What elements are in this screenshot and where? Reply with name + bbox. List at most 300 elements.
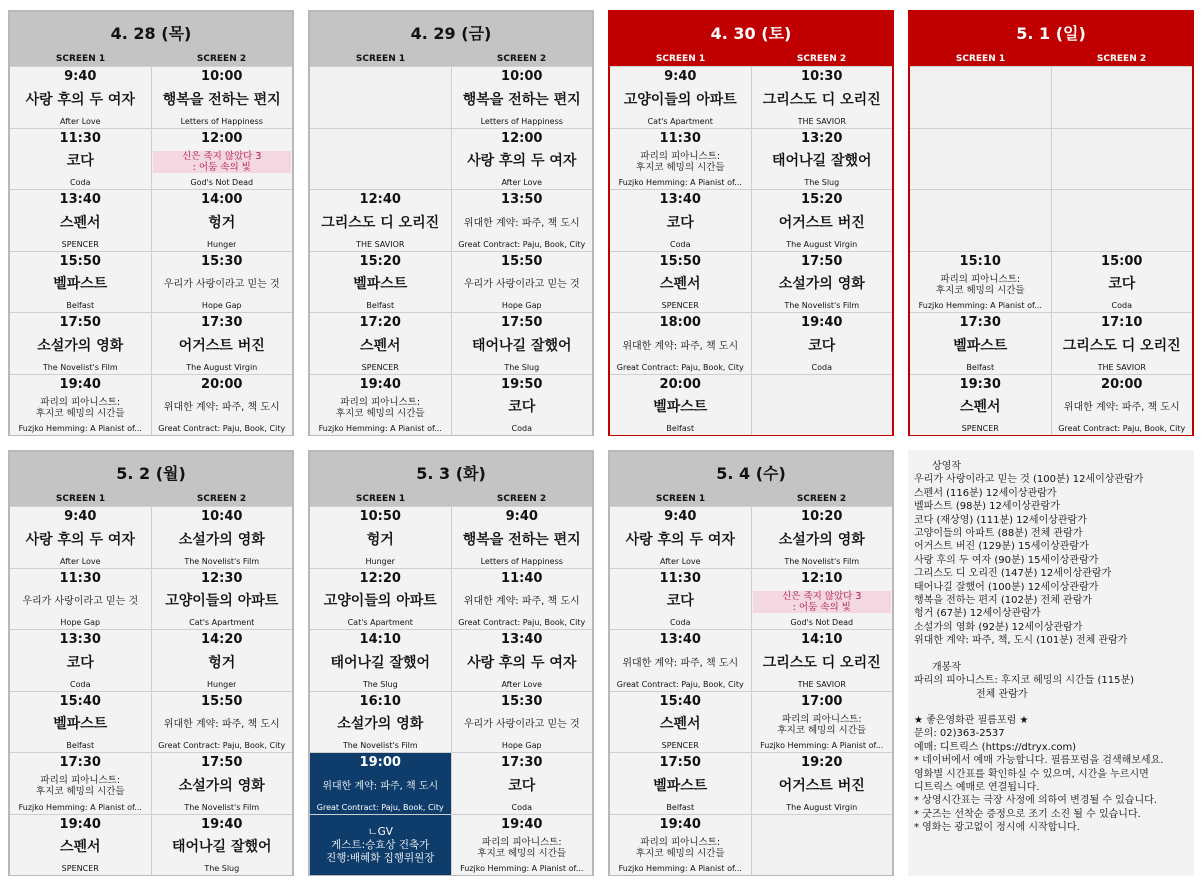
movie-title-kr: 사랑 후의 두 여자 [467,654,577,671]
screen-label-2: SCREEN 2 [1096,54,1147,64]
showtime-cell[interactable] [610,569,751,630]
movie-title-kr: 헝거 [208,214,236,231]
showtime-time[interactable]: 15:40 [659,693,701,709]
showtime-time[interactable]: 17:50 [801,253,843,269]
movie-title-en: After Love [659,556,701,566]
now-showing-item: 그리스도 디 오리진 (147분) 12세이상관람가 [914,568,1112,580]
showtime-cell[interactable] [310,507,451,568]
movie-title-kr: 헝거 [208,654,236,671]
showtime-time[interactable]: 16:10 [359,693,401,709]
showtime-cell[interactable] [152,129,293,190]
showtime-cell[interactable] [1052,375,1193,436]
notice-list [914,727,1188,834]
movie-title-kr: 벨파스트 [53,716,108,733]
screen-header [10,492,292,506]
showtime-time[interactable]: 9:40 [664,509,697,524]
day-date: 5. 3 (화) [310,452,592,492]
empty-slot [1052,67,1193,128]
showtime-time[interactable]: 11:30 [59,130,101,146]
movie-title-kr: 스펜서 [959,399,1001,416]
showtime-cell[interactable] [10,753,151,814]
showtime-time[interactable]: 9:40 [64,69,97,84]
showtime-cell[interactable] [152,753,293,814]
movie-title-en: Hunger [207,679,237,689]
empty-slot [752,815,893,876]
showtime-time[interactable]: 13:20 [801,130,843,146]
showtime-cell[interactable] [752,569,893,630]
movie-title-kr: 스펜서 [359,337,401,354]
showtime-time[interactable]: 13:50 [501,192,543,207]
empty-slot [910,67,1051,128]
showtime-cell[interactable] [152,190,293,251]
movie-title-en: The Novelist's Film [184,802,260,812]
showtime-cell[interactable] [310,375,451,436]
showtime-time[interactable]: 10:50 [359,509,401,524]
showtime-cell[interactable] [752,313,893,374]
showtime-time[interactable]: 15:30 [501,693,543,709]
movie-title-en: Fuzjko Hemming: A Pianist of... [618,178,742,187]
movie-title-kr: 행복을 전하는 편지 [162,91,281,108]
showtime-time[interactable]: 17:30 [59,755,101,770]
screen-label-1: SCREEN 1 [55,494,106,504]
movie-title-kr: 스펜서 [59,839,101,856]
movie-title-en: Belfast [66,741,95,750]
movie-title-kr: 위대한 계약: 파주, 책 도시 [463,217,580,229]
movie-title-kr: 코다 [1108,276,1136,293]
info-panel [908,450,1194,876]
showtime-grid [610,506,892,875]
showtime-time[interactable]: 12:40 [359,192,401,207]
showtime-time[interactable]: 12:00 [201,130,243,146]
showtime-time[interactable]: 17:30 [501,755,543,770]
showtime-grid [310,66,592,435]
showtime-time[interactable]: 19:40 [659,816,701,832]
showtime-time[interactable]: 13:30 [59,632,101,647]
showtime-time[interactable]: 12:20 [359,570,401,586]
showtime-cell[interactable] [310,630,451,691]
movie-title-en: The Slug [504,362,540,372]
showtime-time[interactable]: 17:50 [59,315,101,330]
movie-title-en: Great Contract: Paju, Book, City [458,618,586,627]
movie-title-kr: 고양이들의 아파트 [165,593,279,610]
showtime-time[interactable]: 13:40 [59,192,101,207]
showtime-time[interactable]: 15:40 [59,693,101,709]
movie-title-kr: 파리의 피아니스트: 후지코 헤밍의 시간들 [35,396,125,419]
movie-title-en: Hope Gap [501,741,542,750]
showtime-cell[interactable] [752,67,893,128]
movie-title-en: SPENCER [661,741,699,750]
showtime-time[interactable]: 15:10 [959,253,1001,269]
movie-title-en: Fuzjko Hemming: A Pianist of... [18,802,142,812]
movie-title-en: Cat's Apartment [189,618,255,627]
notice-line: * 굿즈는 선착순 증정으로 조기 소진 될 수 있습니다. [914,808,1141,820]
movie-title-kr: 우리가 사랑이라고 믿는 것 [22,596,139,608]
showtime-time[interactable]: 15:50 [501,253,543,269]
opening-heading: 개봉작 [932,661,961,673]
showtime-cell[interactable] [310,815,451,876]
now-showing-item: 소설가의 영화 (92분) 12세이상관람가 [914,621,1083,633]
showtime-time[interactable]: 9:40 [505,509,538,524]
showtime-time[interactable]: 18:00 [659,315,701,330]
showtime-cell[interactable] [752,753,893,814]
showtime-time[interactable]: 11:40 [501,570,543,586]
showtime-cell[interactable] [610,375,751,436]
showtime-time[interactable]: 14:10 [359,632,401,647]
showtime-time[interactable]: 17:50 [501,315,543,330]
movie-title-kr: 신은 죽지 않았다 3 : 어둠 속의 빛 [153,151,292,173]
movie-title-en: Hope Gap [201,301,242,310]
showtime-time[interactable]: 13:40 [659,192,701,207]
showtime-time[interactable]: 13:40 [659,632,701,647]
movie-title-kr: 사랑 후의 두 여자 [25,91,135,108]
movie-title-en: The Novelist's Film [784,301,860,310]
showtime-cell[interactable] [910,375,1051,436]
showtime-cell[interactable] [10,190,151,251]
showtime-cell[interactable] [610,692,751,753]
showtime-time[interactable]: 11:30 [659,570,701,586]
movie-title-en: Cat's Apartment [647,116,713,126]
showtime-cell[interactable] [452,252,593,313]
showtime-cell[interactable] [452,753,593,814]
notice-line: * 영화는 광고없이 정시에 시작합니다. [914,822,1080,834]
showtime-cell[interactable] [1052,313,1193,374]
showtime-time[interactable]: 15:20 [801,192,843,207]
showtime-cell[interactable] [452,569,593,630]
showtime-time[interactable]: 10:40 [201,509,243,524]
showtime-cell[interactable] [752,129,893,190]
showtime-time[interactable]: 10:00 [501,69,543,84]
movie-title-en: Hope Gap [501,301,542,310]
movie-title-kr: 행복을 전하는 편지 [462,91,581,108]
showtime-time[interactable]: 19:40 [59,376,101,392]
notice-line: * 상영시간표는 극장 사정에 의하여 변경될 수 있습니다. [914,795,1157,807]
showtime-time[interactable]: 17:50 [659,755,701,770]
movie-title-kr: 파리의 피아니스트: 후지코 헤밍의 시간들 [635,150,725,173]
movie-title-en: Belfast [666,424,695,433]
showtime-cell[interactable] [752,630,893,691]
movie-title-kr: 코다 [66,654,94,671]
now-showing-heading: 상영작 [932,461,961,472]
movie-title-kr: 사랑 후의 두 여자 [467,153,577,170]
showtime-time[interactable]: 11:30 [659,130,701,146]
showtime-cell[interactable] [452,507,593,568]
showtime-time[interactable]: 12:00 [501,130,543,146]
movie-title-en: Belfast [966,362,995,372]
day-date: 5. 4 (수) [610,452,892,492]
day-date: 5. 2 (월) [10,452,292,492]
showtime-cell[interactable] [10,375,151,436]
movie-title-en: Hunger [365,556,395,566]
showtime-cell[interactable] [610,190,751,251]
showtime-time[interactable]: 19:40 [501,816,543,832]
empty-slot [1052,129,1193,190]
movie-title-en: The August Virgin [786,239,858,249]
showtime-cell[interactable] [752,190,893,251]
showtime-time[interactable]: 17:50 [201,755,243,770]
showtime-time[interactable]: 9:40 [64,509,97,524]
screen-label-1: SCREEN 1 [355,494,406,504]
movie-title-kr: 위대한 계약: 파주, 책 도시 [463,596,580,608]
showtime-cell[interactable] [152,375,293,436]
showtime-time[interactable]: 17:20 [359,315,401,330]
movie-title-en: Coda [670,618,691,627]
showtime-time[interactable]: 12:10 [801,570,843,586]
day-date: 4. 30 (토) [610,12,892,52]
showtime-cell[interactable] [10,815,151,876]
movie-title-en: The August Virgin [786,802,858,812]
movie-title-en: THE SAVIOR [797,679,846,689]
showtime-cell[interactable] [752,692,893,753]
showtime-cell[interactable] [452,815,593,876]
movie-title-en: THE SAVIOR [1097,362,1146,372]
movie-title-en: The Slug [362,679,398,689]
day-date: 4. 28 (목) [10,12,292,52]
showtime-cell[interactable] [10,507,151,568]
showtime-cell[interactable] [610,753,751,814]
showtime-cell[interactable] [610,252,751,313]
showtime-time[interactable]: 10:00 [201,69,243,84]
showtime-cell[interactable] [152,692,293,753]
showtime-time[interactable]: 19:50 [501,376,543,392]
showtime-cell[interactable] [452,129,593,190]
movie-title-kr: 파리의 피아니스트: 후지코 헤밍의 시간들 [335,396,425,419]
showtime-time[interactable]: 9:40 [664,69,697,84]
screen-header [610,492,892,506]
movie-title-en: THE SAVIOR [797,116,846,126]
movie-title-kr: 위대한 계약: 파주, 책 도시 [163,719,280,731]
showtime-time[interactable]: 17:10 [1101,315,1143,330]
showtime-time[interactable]: 14:00 [201,192,243,207]
showtime-time[interactable]: 19:00 [359,755,401,770]
movie-title-en: After Love [59,116,101,126]
movie-title-en: The Novelist's Film [784,556,860,566]
movie-title-kr: 소설가의 영화 [178,531,265,548]
movie-title-kr: 벨파스트 [653,777,708,794]
movie-title-kr: 코다 [666,593,694,610]
showtime-time[interactable]: 20:00 [1101,376,1143,392]
showtime-time[interactable]: 15:00 [1101,253,1143,269]
movie-title-kr: 벨파스트 [953,337,1008,354]
showtime-time[interactable]: 17:30 [959,315,1001,330]
movie-title-en: Fuzjko Hemming: A Pianist of... [318,424,442,433]
movie-title-kr: 그리스도 디 오리진 [321,214,440,231]
showtime-time[interactable]: 15:20 [359,253,401,269]
showtime-cell[interactable] [752,252,893,313]
showtime-cell[interactable] [10,129,151,190]
showtime-cell[interactable] [310,692,451,753]
movie-title-en: Fuzjko Hemming: A Pianist of... [18,424,142,433]
screen-header [310,492,592,506]
showtime-cell[interactable] [610,313,751,374]
showtime-cell[interactable] [152,815,293,876]
now-showing-item: 위대한 계약: 파주, 책, 도시 (101분) 전체 관람가 [914,635,1128,647]
showtime-cell[interactable] [152,313,293,374]
showtime-time[interactable]: 19:40 [201,816,243,832]
movie-title-kr: 코다 [808,337,836,354]
movie-title-kr: 위대한 계약: 파주, 책 도시 [622,340,739,352]
showtime-time[interactable]: 19:40 [59,816,101,832]
movie-title-en: Coda [670,239,691,249]
showtime-cell[interactable] [10,692,151,753]
showtime-cell[interactable] [10,630,151,691]
showtime-cell[interactable] [910,252,1051,313]
movie-title-kr: 파리의 피아니스트: 후지코 헤밍의 시간들 [635,836,725,859]
movie-title-kr: 사랑 후의 두 여자 [25,531,135,548]
movie-title-en: Coda [70,178,91,187]
movie-title-kr: 소설가의 영화 [778,276,865,293]
movie-title-en: Letters of Happiness [480,556,563,566]
movie-title-en: God's Not Dead [190,178,254,187]
empty-slot [310,129,451,190]
showtime-time[interactable]: 17:30 [201,315,243,330]
showtime-cell[interactable] [152,67,293,128]
showtime-cell[interactable] [452,692,593,753]
day-panel [308,450,594,876]
movie-title-kr: 어거스트 버진 [178,337,265,354]
showtime-time[interactable]: 10:20 [801,509,843,524]
showtime-cell[interactable] [910,313,1051,374]
showtime-cell[interactable] [310,569,451,630]
movie-title-kr: 신은 죽지 않았다 3 : 어둠 속의 빛 [753,591,892,613]
now-showing-item: 태어나길 잘했어 (100분) 12세이상관람가 [914,581,1099,593]
notice-line: 디트릭스 예매로 연결됩니다. [914,781,1040,793]
movie-title-en: Great Contract: Paju, Book, City [458,239,586,249]
showtime-time[interactable]: 15:50 [201,693,243,709]
showtime-time[interactable]: 15:50 [59,253,101,269]
showtime-cell[interactable] [310,313,451,374]
movie-title-kr: 코다 [508,399,536,416]
day-panel [8,10,294,436]
movie-title-en: Great Contract: Paju, Book, City [158,741,286,750]
showtime-cell[interactable] [452,630,593,691]
now-showing-item: 코다 (재상영) (111분) 12세이상관람가 [914,514,1087,526]
movie-title-en: After Love [501,679,543,689]
day-panel [8,450,294,876]
showtime-time[interactable]: 19:20 [801,755,843,770]
screen-label-2: SCREEN 2 [796,494,847,504]
movie-title-en: God's Not Dead [790,618,854,627]
showtime-time[interactable]: 13:40 [501,632,543,647]
showtime-cell[interactable] [152,507,293,568]
day-panel [308,10,594,436]
showtime-grid [610,66,892,435]
movie-title-kr: 행복을 전하는 편지 [462,531,581,548]
movie-title-en: SPENCER [61,239,99,249]
movie-title-en: Great Contract: Paju, Book, City [158,424,286,433]
showtime-cell[interactable] [10,313,151,374]
showtime-cell[interactable] [310,252,451,313]
empty-slot [752,375,893,436]
showtime-cell[interactable] [752,507,893,568]
showtime-time[interactable]: 15:30 [201,253,243,269]
movie-title-kr: 파리의 피아니스트: 후지코 헤밍의 시간들 [477,836,567,859]
showtime-cell[interactable] [10,252,151,313]
screen-label-1: SCREEN 1 [55,54,106,64]
showtime-time[interactable]: 12:30 [201,570,243,586]
showtime-cell[interactable] [610,507,751,568]
showtime-cell[interactable] [152,252,293,313]
showtime-cell[interactable] [610,815,751,876]
movie-title-kr: 파리의 피아니스트: 후지코 헤밍의 시간들 [35,775,125,798]
notice-line: * 네이버에서 예매 가능합니다. 필름포럼을 검색해보세요. [914,755,1164,767]
showtime-cell[interactable] [1052,252,1193,313]
movie-title-en: Belfast [666,802,695,812]
screen-label-2: SCREEN 2 [796,54,847,64]
showtime-time[interactable]: 19:40 [359,376,401,392]
now-showing-item: 어거스트 버진 (129분) 15세이상관람가 [914,541,1089,553]
movie-title-kr: 태어나길 잘했어 [471,337,572,354]
movie-title-en: SPENCER [61,864,99,873]
showtime-time[interactable]: 11:30 [59,570,101,586]
movie-title-en: Cat's Apartment [347,618,413,627]
showtime-time[interactable]: 17:00 [801,693,843,709]
showtime-time[interactable]: 19:40 [801,315,843,330]
now-showing-list [914,473,1188,647]
showtime-time[interactable]: 10:30 [801,69,843,84]
showtime-time[interactable]: 14:20 [201,632,243,647]
day-panel [608,450,894,876]
showtime-cell[interactable] [452,313,593,374]
movie-title-kr: 우리가 사랑이라고 믿는 것 [463,279,580,291]
showtime-cell[interactable] [452,375,593,436]
movie-title-kr: 어거스트 버진 [778,214,865,231]
movie-title-kr: 스펜서 [59,214,101,231]
movie-title-kr: 태어나길 잘했어 [771,153,872,170]
showtime-cell[interactable] [152,569,293,630]
movie-title-kr: 벨파스트 [653,399,708,416]
movie-title-en: Great Contract: Paju, Book, City [1058,424,1186,433]
movie-title-en: After Love [59,556,101,566]
showtime-cell[interactable] [10,67,151,128]
showtime-time[interactable]: 19:30 [959,376,1001,392]
movie-title-en: Great Contract: Paju, Book, City [616,362,744,372]
movie-title-en: SPENCER [661,301,699,310]
movie-title-kr: 벨파스트 [53,276,108,293]
showtime-cell[interactable] [310,753,451,814]
notice-line: 문의: 02)363-2537 [914,728,1005,740]
movie-title-en: Coda [511,802,532,812]
showtime-cell[interactable] [10,569,151,630]
movie-title-en: The Slug [804,178,840,187]
movie-title-en: Fuzjko Hemming: A Pianist of... [760,741,884,750]
showtime-cell[interactable] [452,67,593,128]
showtime-cell[interactable] [610,630,751,691]
screen-header [10,52,292,66]
movie-title-en: SPENCER [961,424,999,433]
now-showing-item: 헝거 (67분) 12세이상관람가 [914,608,1041,620]
showtime-cell[interactable] [310,190,451,251]
movie-title-en: Letters of Happiness [180,116,263,126]
movie-title-kr: 코다 [66,153,94,170]
now-showing-item: 스펜서 (116분) 12세이상관람가 [914,487,1057,499]
showtime-cell[interactable] [452,190,593,251]
showtime-time[interactable]: 15:50 [659,253,701,269]
movie-title-kr: 소설가의 영화 [337,716,424,733]
movie-title-kr: 그리스도 디 오리진 [762,654,881,671]
movie-title-kr: 스펜서 [659,716,701,733]
showtime-time[interactable]: 20:00 [201,376,243,392]
showtime-time[interactable]: 14:10 [801,632,843,647]
movie-title-en: After Love [501,178,543,187]
showtime-cell[interactable] [610,129,751,190]
screen-label-1: SCREEN 1 [355,54,406,64]
showtime-cell[interactable] [152,630,293,691]
movie-title-kr: 헝거 [366,531,394,548]
showtime-time[interactable]: 20:00 [659,376,701,392]
movie-title-en: The Slug [204,864,240,873]
showtime-cell[interactable] [610,67,751,128]
screen-label-1: SCREEN 1 [655,494,706,504]
